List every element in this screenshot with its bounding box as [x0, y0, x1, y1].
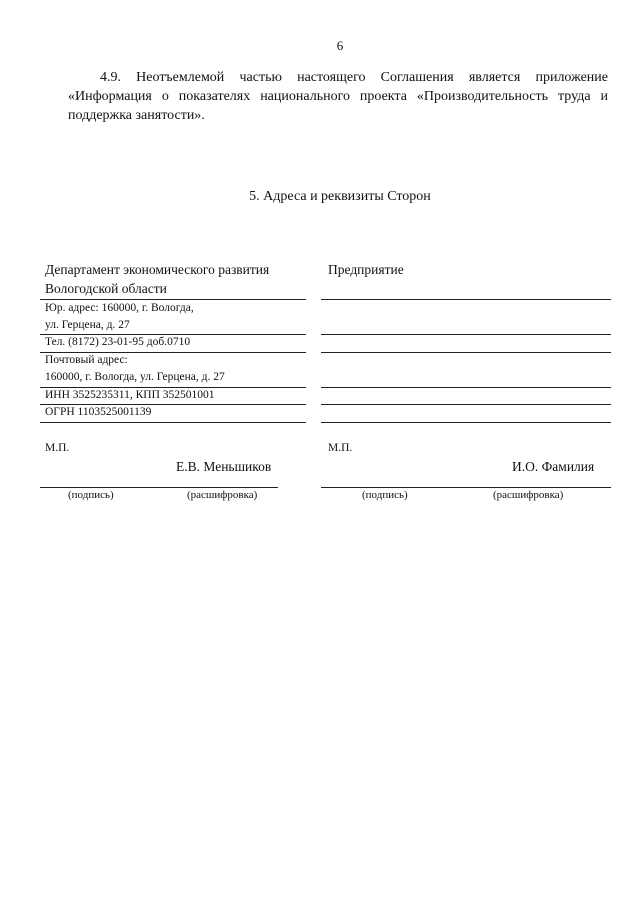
- right-sign-label: (подпись): [362, 489, 408, 501]
- left-party-name-line1: Департамент экономического развития: [45, 262, 270, 277]
- signature-line: [321, 487, 611, 488]
- left-stamp: М.П.: [45, 442, 70, 454]
- legal-address-line1: Юр. адрес: 160000, г. Вологда,: [45, 302, 194, 314]
- divider: [40, 404, 306, 405]
- right-stamp: М.П.: [328, 442, 353, 454]
- clause-line: поддержка занятости».: [68, 108, 205, 123]
- postal-label: Почтовый адрес:: [45, 354, 128, 366]
- divider: [321, 352, 611, 353]
- clause-line: «Информация о показателях национального проекта «Производительность труда и: [68, 89, 608, 104]
- right-signatory: И.О. Фамилия: [512, 459, 595, 474]
- divider: [40, 422, 306, 423]
- left-decode-label: (расшифровка): [187, 489, 258, 501]
- divider: [321, 404, 611, 405]
- page-number: 6: [336, 38, 344, 53]
- phone: Тел. (8172) 23-01-95 доб.0710: [45, 336, 191, 348]
- divider: [321, 387, 611, 388]
- inn-kpp: ИНН 3525235311, КПП 352501001: [45, 389, 215, 401]
- divider: [321, 299, 611, 300]
- clause-4-9: [68, 68, 608, 125]
- divider: [40, 299, 306, 300]
- left-signatory: Е.В. Меньшиков: [176, 459, 272, 474]
- divider: [40, 387, 306, 388]
- signature-line: [40, 487, 278, 488]
- clause-line: 4.9. Неотъемлемой частью настоящего Соглашения является приложение: [100, 70, 608, 85]
- left-party-name-line2: Вологодской области: [45, 281, 167, 296]
- ogrn: ОГРН 1103525001139: [45, 406, 152, 418]
- postal-address: 160000, г. Вологда, ул. Герцена, д. 27: [45, 371, 225, 383]
- legal-address-line2: ул. Герцена, д. 27: [45, 319, 130, 331]
- right-party-name: Предприятие: [328, 262, 404, 277]
- section-title: 5. Адреса и реквизиты Сторон: [249, 189, 431, 204]
- divider: [321, 334, 611, 335]
- divider: [321, 422, 611, 423]
- divider: [40, 352, 306, 353]
- left-sign-label: (подпись): [68, 489, 114, 501]
- right-decode-label: (расшифровка): [493, 489, 564, 501]
- divider: [40, 334, 306, 335]
